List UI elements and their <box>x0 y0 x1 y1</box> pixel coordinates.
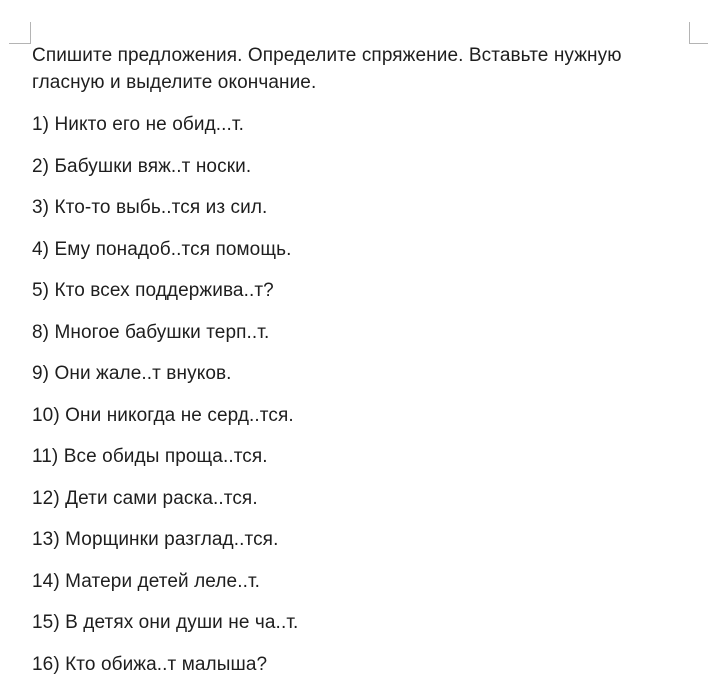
sentence-item: 9) Они жале..т внуков. <box>32 363 232 384</box>
sentence-item: 2) Бабушки вяж..т носки. <box>32 155 252 177</box>
sentence-item: 5) Кто всех поддержива..т? <box>32 280 274 301</box>
sentence-item: 4) Ему понадоб..тся помощь. <box>32 238 292 260</box>
task-instructions: Спишите предложения. Определите спряжение. Вставьте нужную гласную и выделите окончание. <box>32 45 622 93</box>
sentence-item: 12) Дети сами раска..тся. <box>32 487 258 509</box>
sentence-item: 1) Никто его не обид...т. <box>32 114 244 135</box>
sentence-list <box>32 113 692 677</box>
sentence-item: 3) Кто-то выбь..тся из сил. <box>32 197 268 218</box>
sentence-item: 14) Матери детей леле..т. <box>32 570 261 592</box>
sentence-item: 10) Они никогда не серд..тся. <box>32 404 294 426</box>
page-corner-mark-top-right <box>689 22 708 44</box>
sentence-item: 15) В детях они души не ча..т. <box>32 612 299 633</box>
sentence-item: 13) Морщинки разглад..тся. <box>32 529 279 550</box>
sentence-item: 8) Многое бабушки терп..т. <box>32 321 270 343</box>
document-body[interactable] <box>32 42 692 694</box>
page-corner-mark-top-left <box>9 22 31 44</box>
sentence-item: 11) Все обиды проща..тся. <box>32 446 268 467</box>
sentence-item: 16) Кто обижа..т малыша? <box>32 653 268 675</box>
